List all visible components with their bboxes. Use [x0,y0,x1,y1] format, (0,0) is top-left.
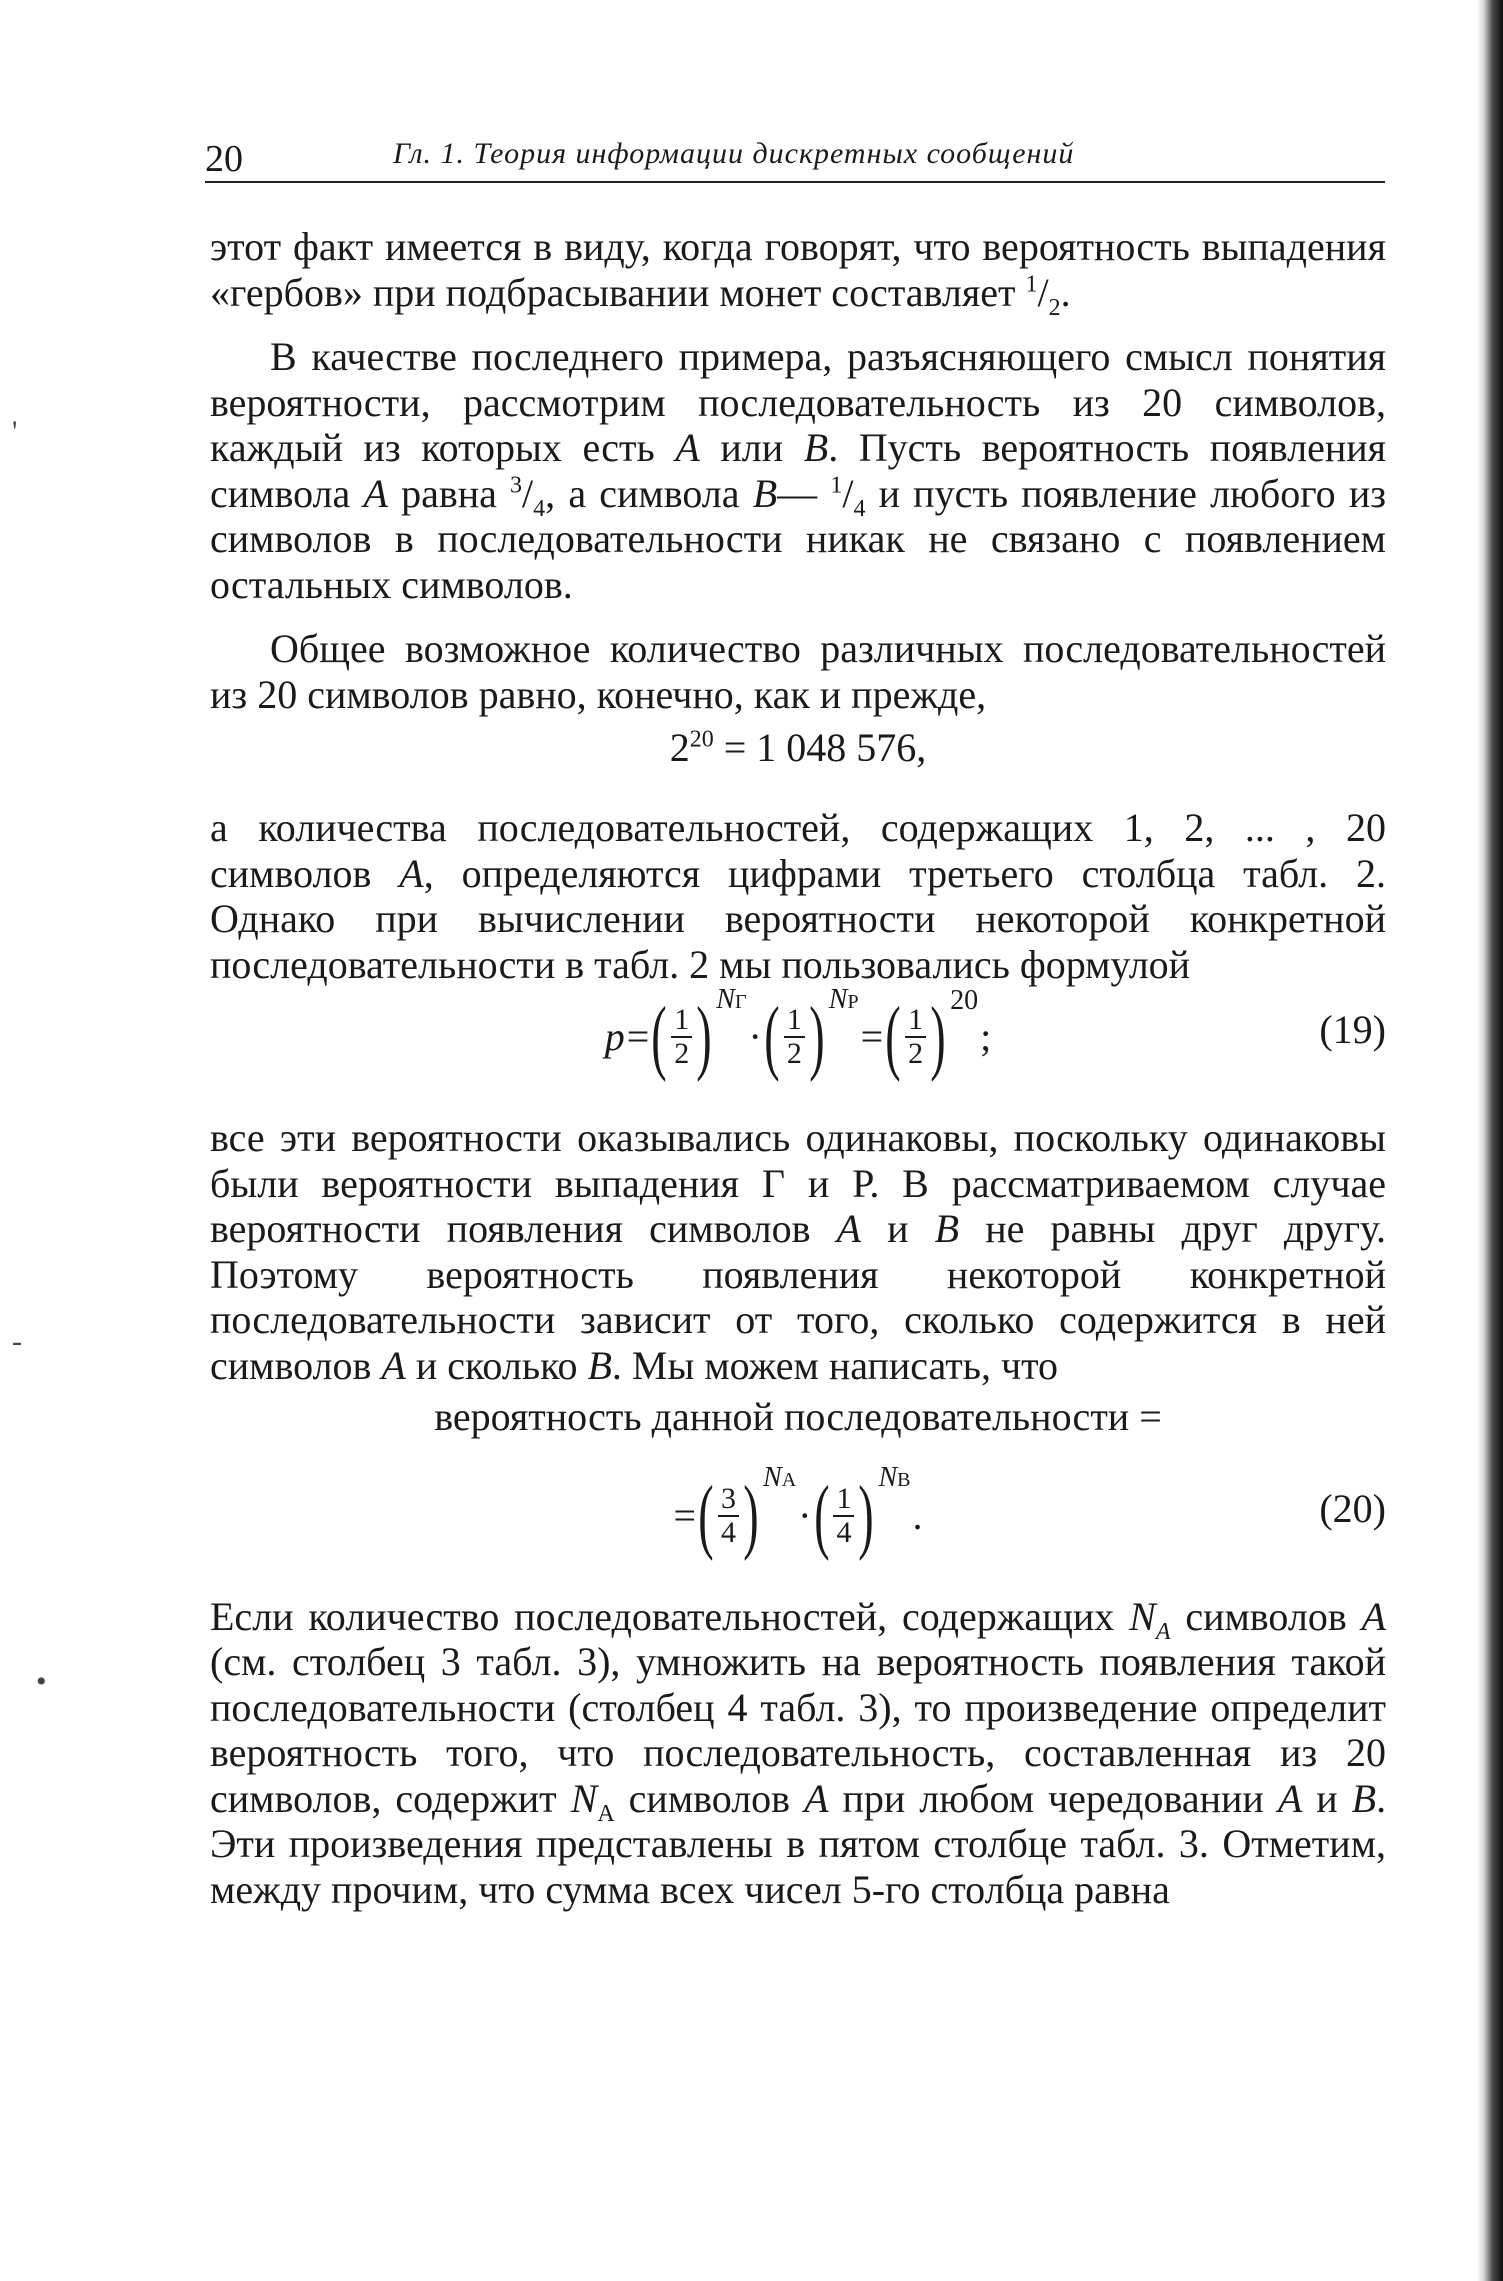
paragraph-2: В качестве последнего примера, разъясняющего смысл понятия вероятности, рассмотрим последовательность из 20 символов, каждый из которых есть A или B. Пусть вероятность появления символа A равна $^3/_4$, а символа B— $^1/_4$ и пусть появление любого из символов в последовательности никак не связано с появлением остальных символов. [210,334,1387,607]
page-header [205,125,1385,183]
equation-number-19: (19) [1319,1007,1386,1052]
paragraph-4: а количества последовательностей, содержащих 1, 2, ... , 20 символов A, определяются цифрами третьего столбца табл. 2. Однако при вычислении вероятности некоторой конкретной последовательности в табл. 2 мы пользовались формулой [210,805,1387,987]
paragraph-6: Если количество последовательностей, содержащих $N_A$ символов A (см. столбец 3 табл. 3), умножить на вероятность появления такой последовательности (столбец 4 табл. 3), то произведение определит вероятность того, что последовательность, составленная из 20 символов, содержит $N_A$ символов A при любом чередовании A и B. Эти произведения представлены в пятом столбце табл. 3. Отметим, между прочим, что сумма всех чисел 5-го столбца равна [210,1593,1387,1912]
margin-mark: - [12,1325,22,1358]
running-head: Гл. 1. Теория информации дискретных сообщений [393,137,1075,170]
page-number: 20 [205,138,243,180]
equation-total-count: $2^{20} = 1$ 048 576, [669,725,927,770]
page-body [210,224,1386,1912]
margin-mark: ' [12,415,18,448]
equation-20: = ( $\frac{3}{4}$ ) NA · ( $\frac{1}{4}$ ) NB . (20) [673,1462,1386,1562]
equation-20-verbal: вероятность данной последовательности = [434,1394,1162,1439]
paragraph-1: этот факт имеется в виду, когда говорят, что вероятность выпадения «гербов» при подбрасывании монет составляет $^1/_2$. [210,224,1386,321]
paragraph-3: Общее возможное количество различных последовательностей из 20 символов равно, конечно, как и прежде, [210,626,1386,717]
margin-mark: • [36,1665,47,1698]
paragraph-5: все эти вероятности оказывались одинаковы, поскольку одинаковы были вероятности выпадения Г и Р. В рассматриваемом случае вероятности появления символов A и B не равны друг другу. Поэтому вероятность появления некоторой конкретной последовательности зависит от того, сколько содержится в ней символов A и сколько B. Мы можем написать, что [210,1115,1387,1388]
equation-19: p = ( $\frac{1}{2}$ ) NГ · ( $\frac{1}{2}$ ) NР = ( $\frac{1}{2}$ ) 20 ; (19) [604,983,1386,1083]
page-binding-edge [1477,0,1503,2281]
equation-number-20: (20) [1319,1485,1386,1531]
